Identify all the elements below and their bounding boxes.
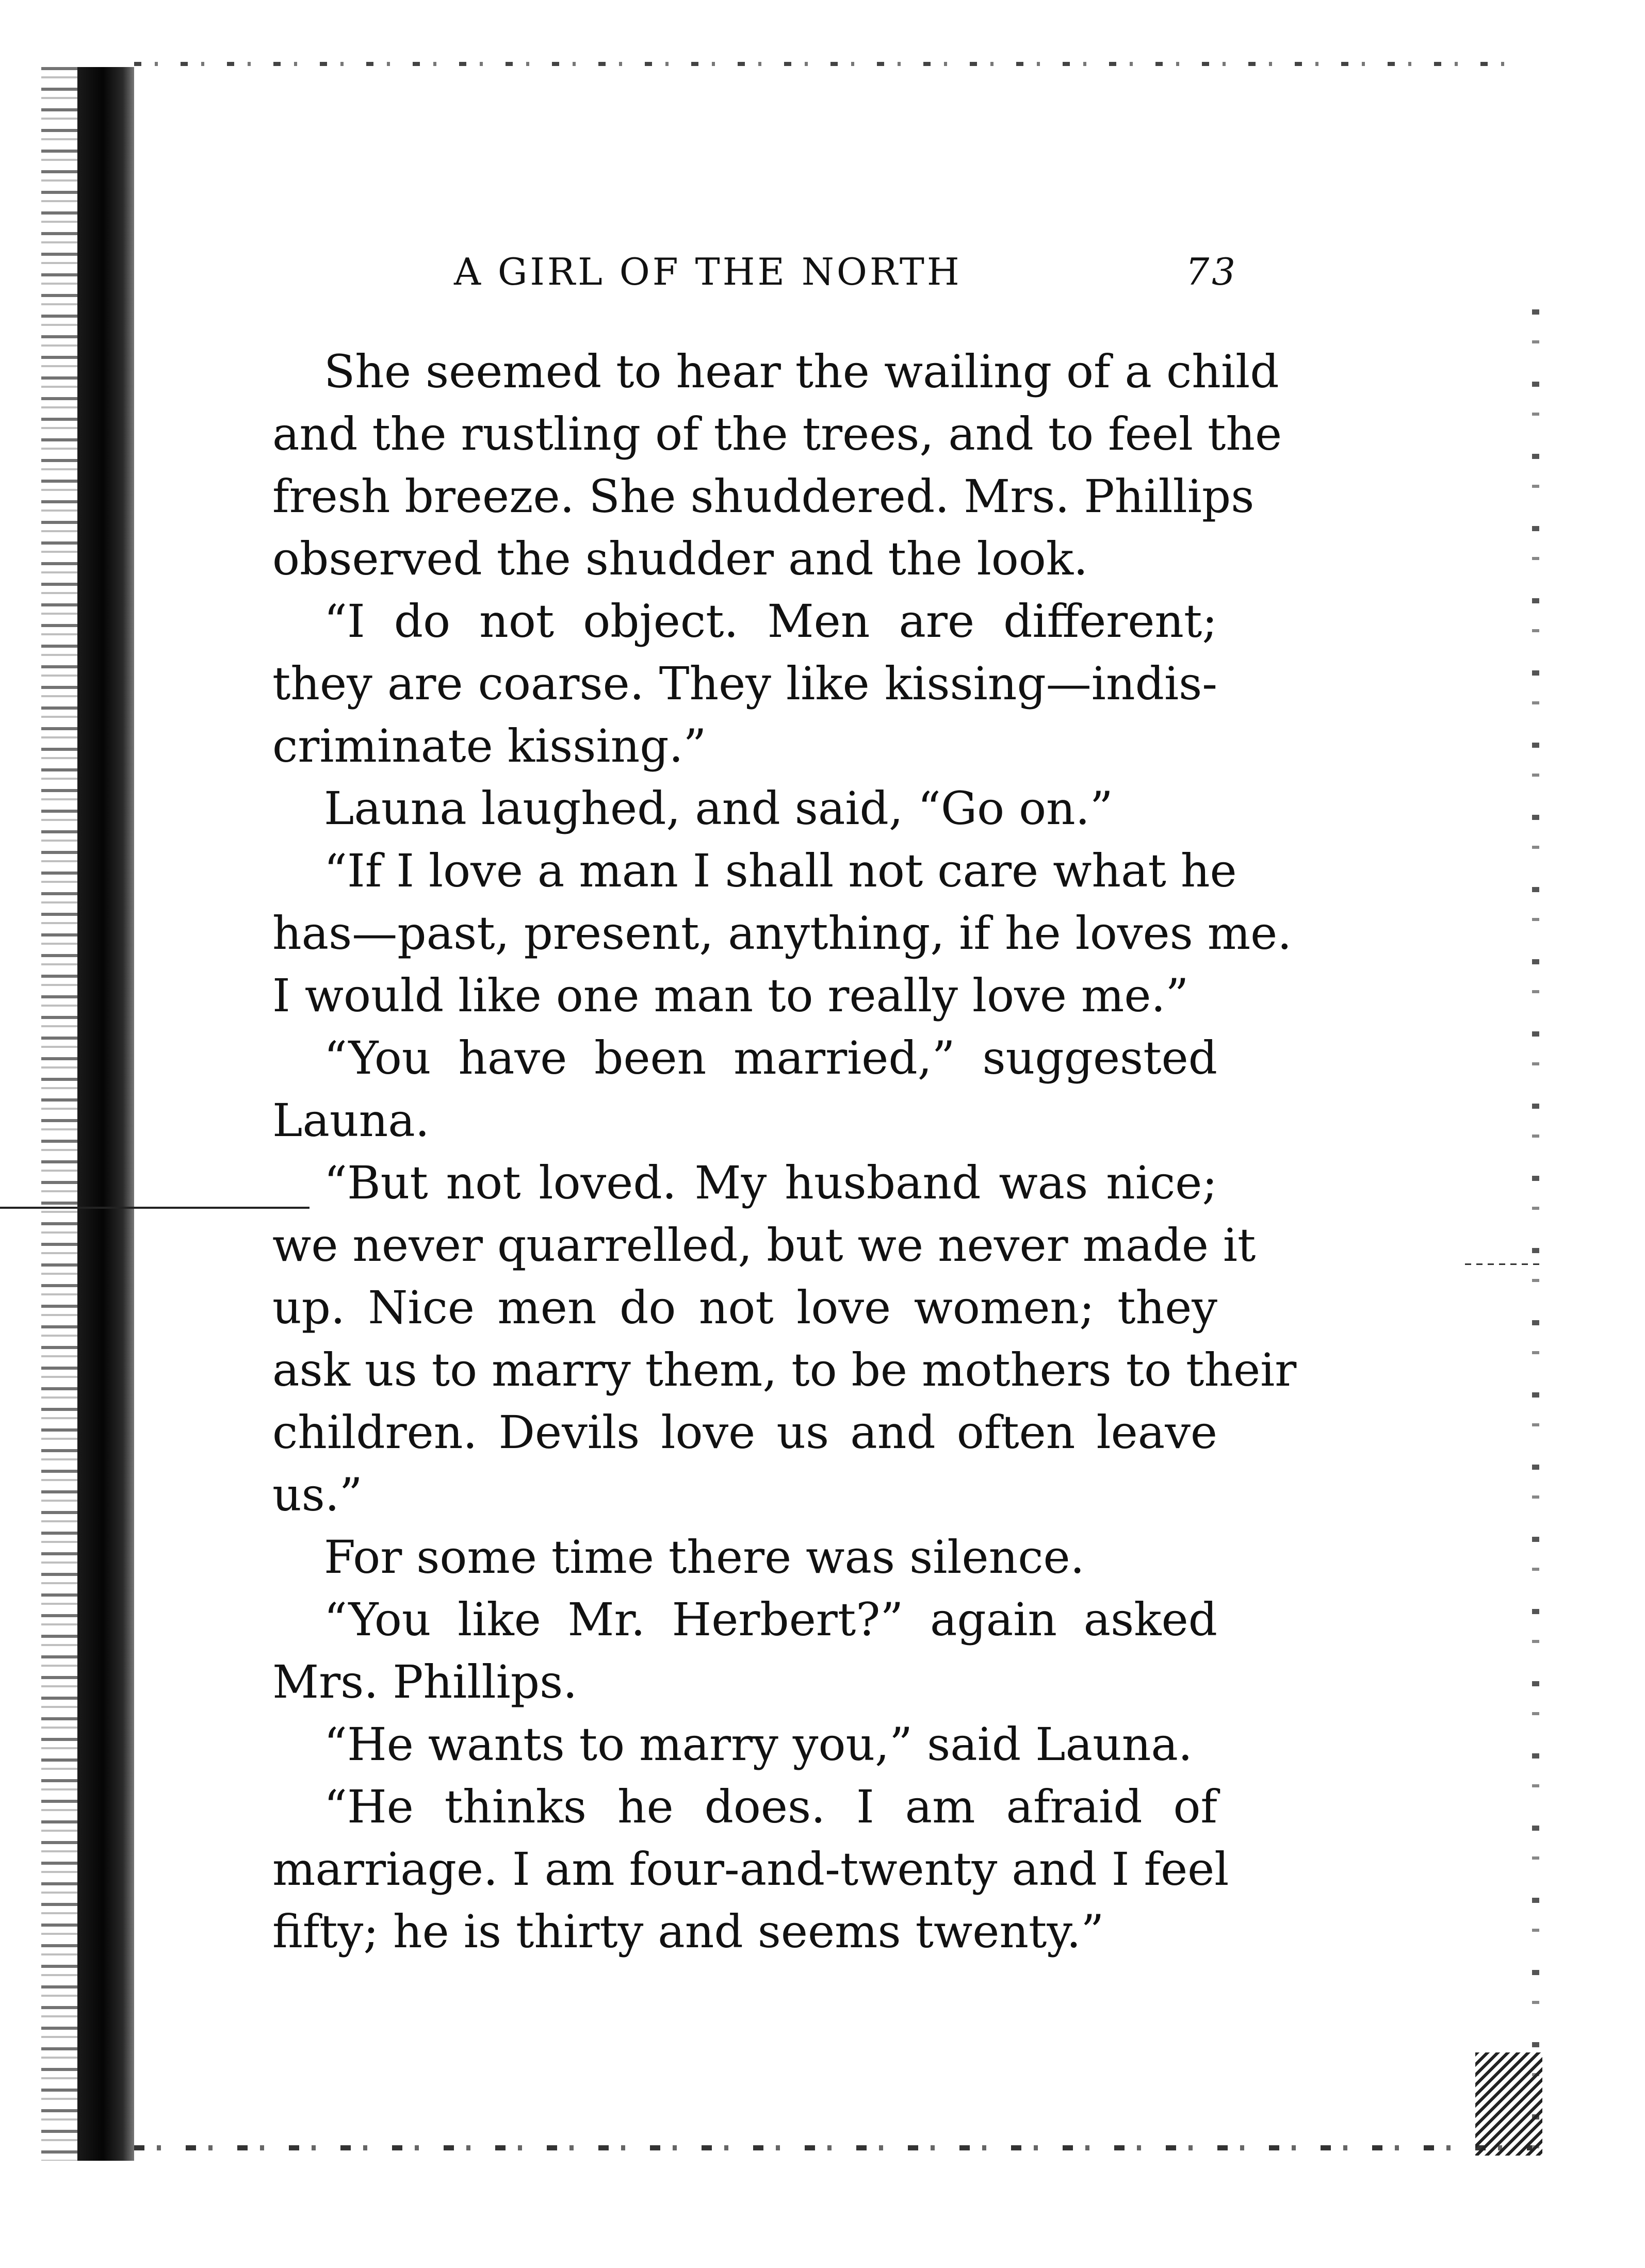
page-body <box>272 340 1297 1963</box>
text-line: “I do not object. Men are different; <box>324 595 1217 648</box>
book-spine-shadow <box>77 67 134 2161</box>
text-line: “You have been married,” suggested <box>324 1031 1217 1084</box>
scan-artifact-dash <box>1465 1263 1542 1265</box>
text-line: For some time there was silence. <box>324 1531 1085 1584</box>
text-line: Mrs. Phillips. <box>272 1655 578 1708</box>
text-line: “He thinks he does. I am afraid of <box>324 1780 1217 1833</box>
page-bottom-edge <box>134 2145 1532 2150</box>
text-line: She seemed to hear the wailing of a child <box>324 345 1279 398</box>
page-header <box>454 250 1238 307</box>
text-line: they are coarse. They like kissing—indis- <box>272 657 1217 710</box>
text-line: ask us to marry them, to be mothers to their <box>272 1343 1297 1396</box>
text-line: “But not loved. My husband was nice; <box>324 1156 1217 1209</box>
text-line: Launa. <box>272 1094 430 1147</box>
text-line: I would like one man to really love me.” <box>272 969 1189 1022</box>
page-number: 73 <box>1185 250 1238 293</box>
text-line: marriage. I am four-and-twenty and I feel <box>272 1843 1229 1896</box>
text-line: up. Nice men do not love women; they <box>272 1281 1217 1334</box>
text-line: fresh breeze. She shuddered. Mrs. Phillips <box>272 470 1255 523</box>
running-head: A GIRL OF THE NORTH <box>454 250 962 293</box>
page-top-edge <box>134 62 1527 66</box>
text-line: “You like Mr. Herbert?” again asked <box>324 1593 1217 1646</box>
scan-artifact-line <box>0 1207 310 1209</box>
text-line: children. Devils love us and often leave <box>272 1406 1217 1459</box>
text-line: and the rustling of the trees, and to feel the <box>272 407 1282 461</box>
text-line: us.” <box>272 1468 363 1521</box>
text-line: has—past, present, anything, if he loves me. <box>272 907 1292 960</box>
text-line: fifty; he is thirty and seems twenty.” <box>272 1905 1104 1958</box>
spine-fray <box>41 67 83 2161</box>
text-line: we never quarrelled, but we never made it <box>272 1219 1256 1272</box>
text-line: “He wants to marry you,” said Launa. <box>324 1718 1193 1771</box>
text-line: Launa laughed, and said, “Go on.” <box>324 782 1113 835</box>
text-line: “If I love a man I shall not care what he <box>324 844 1237 897</box>
page-corner-noise <box>1475 2052 1542 2156</box>
page-right-edge <box>1532 309 1539 2166</box>
text-line: criminate kissing.” <box>272 719 707 773</box>
text-line: observed the shudder and the look. <box>272 532 1088 585</box>
